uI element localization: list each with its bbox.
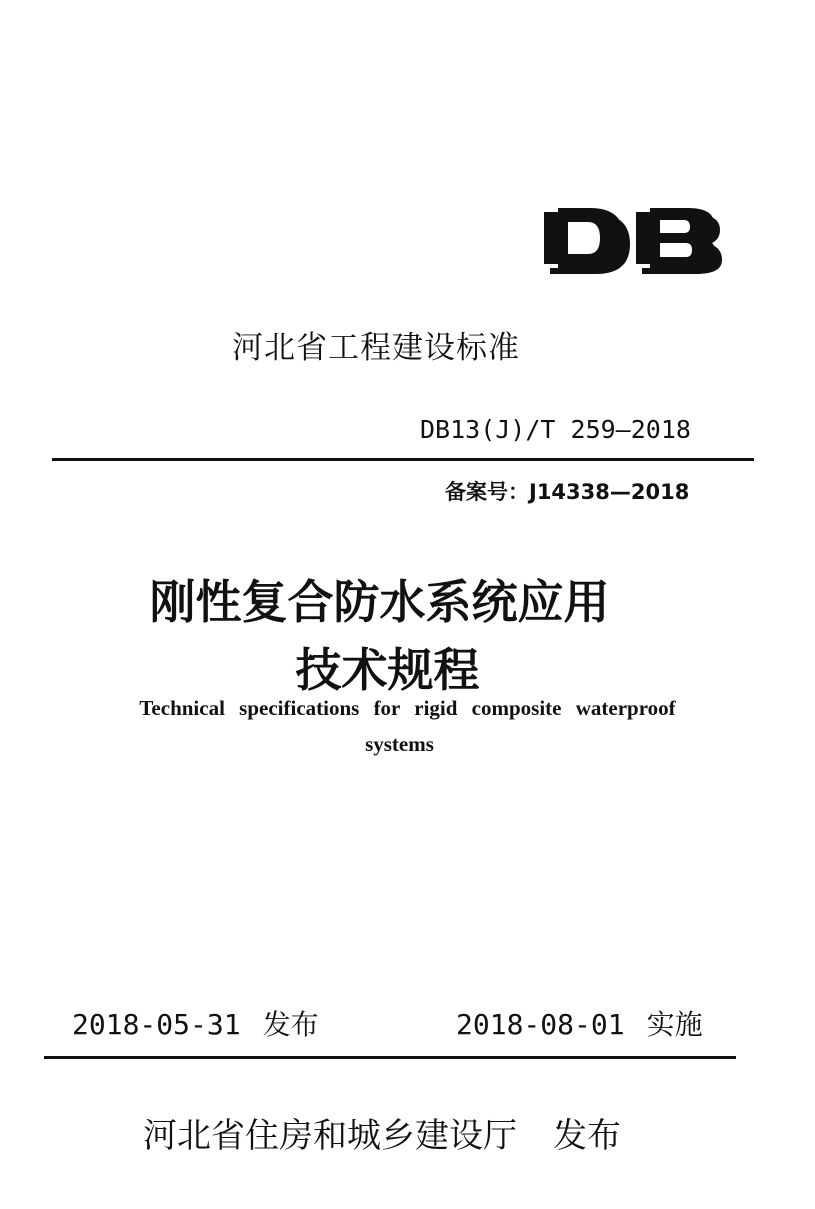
db-logo — [538, 200, 723, 280]
implementation-date-block — [456, 1003, 703, 1043]
issue-label: 发布 — [262, 1008, 319, 1041]
title-english-line2: systems — [365, 732, 434, 756]
issue-date-block — [72, 1003, 319, 1043]
filing-number: 备案号：J14338—2018 — [445, 480, 690, 504]
issue-date: 2018-05-31 — [72, 1008, 241, 1041]
standard-number: DB13(J)/T 259—2018 — [420, 415, 691, 444]
title-chinese-line1: 刚性复合防水系统应用 — [149, 575, 610, 629]
publisher-name: 河北省住房和城乡建设厅 — [143, 1116, 517, 1156]
publisher-action: 发布 — [553, 1116, 621, 1156]
implementation-date: 2018-08-01 — [456, 1008, 625, 1041]
bottom-divider — [44, 1056, 736, 1059]
implementation-label: 实施 — [646, 1008, 703, 1041]
title-english-line1: Technical specifications for rigid composite waterproof — [139, 696, 676, 720]
standard-category: 河北省工程建设标准 — [232, 330, 520, 366]
top-divider — [52, 458, 754, 461]
title-chinese-line2: 技术规程 — [295, 643, 480, 697]
publisher-block — [143, 1108, 621, 1157]
